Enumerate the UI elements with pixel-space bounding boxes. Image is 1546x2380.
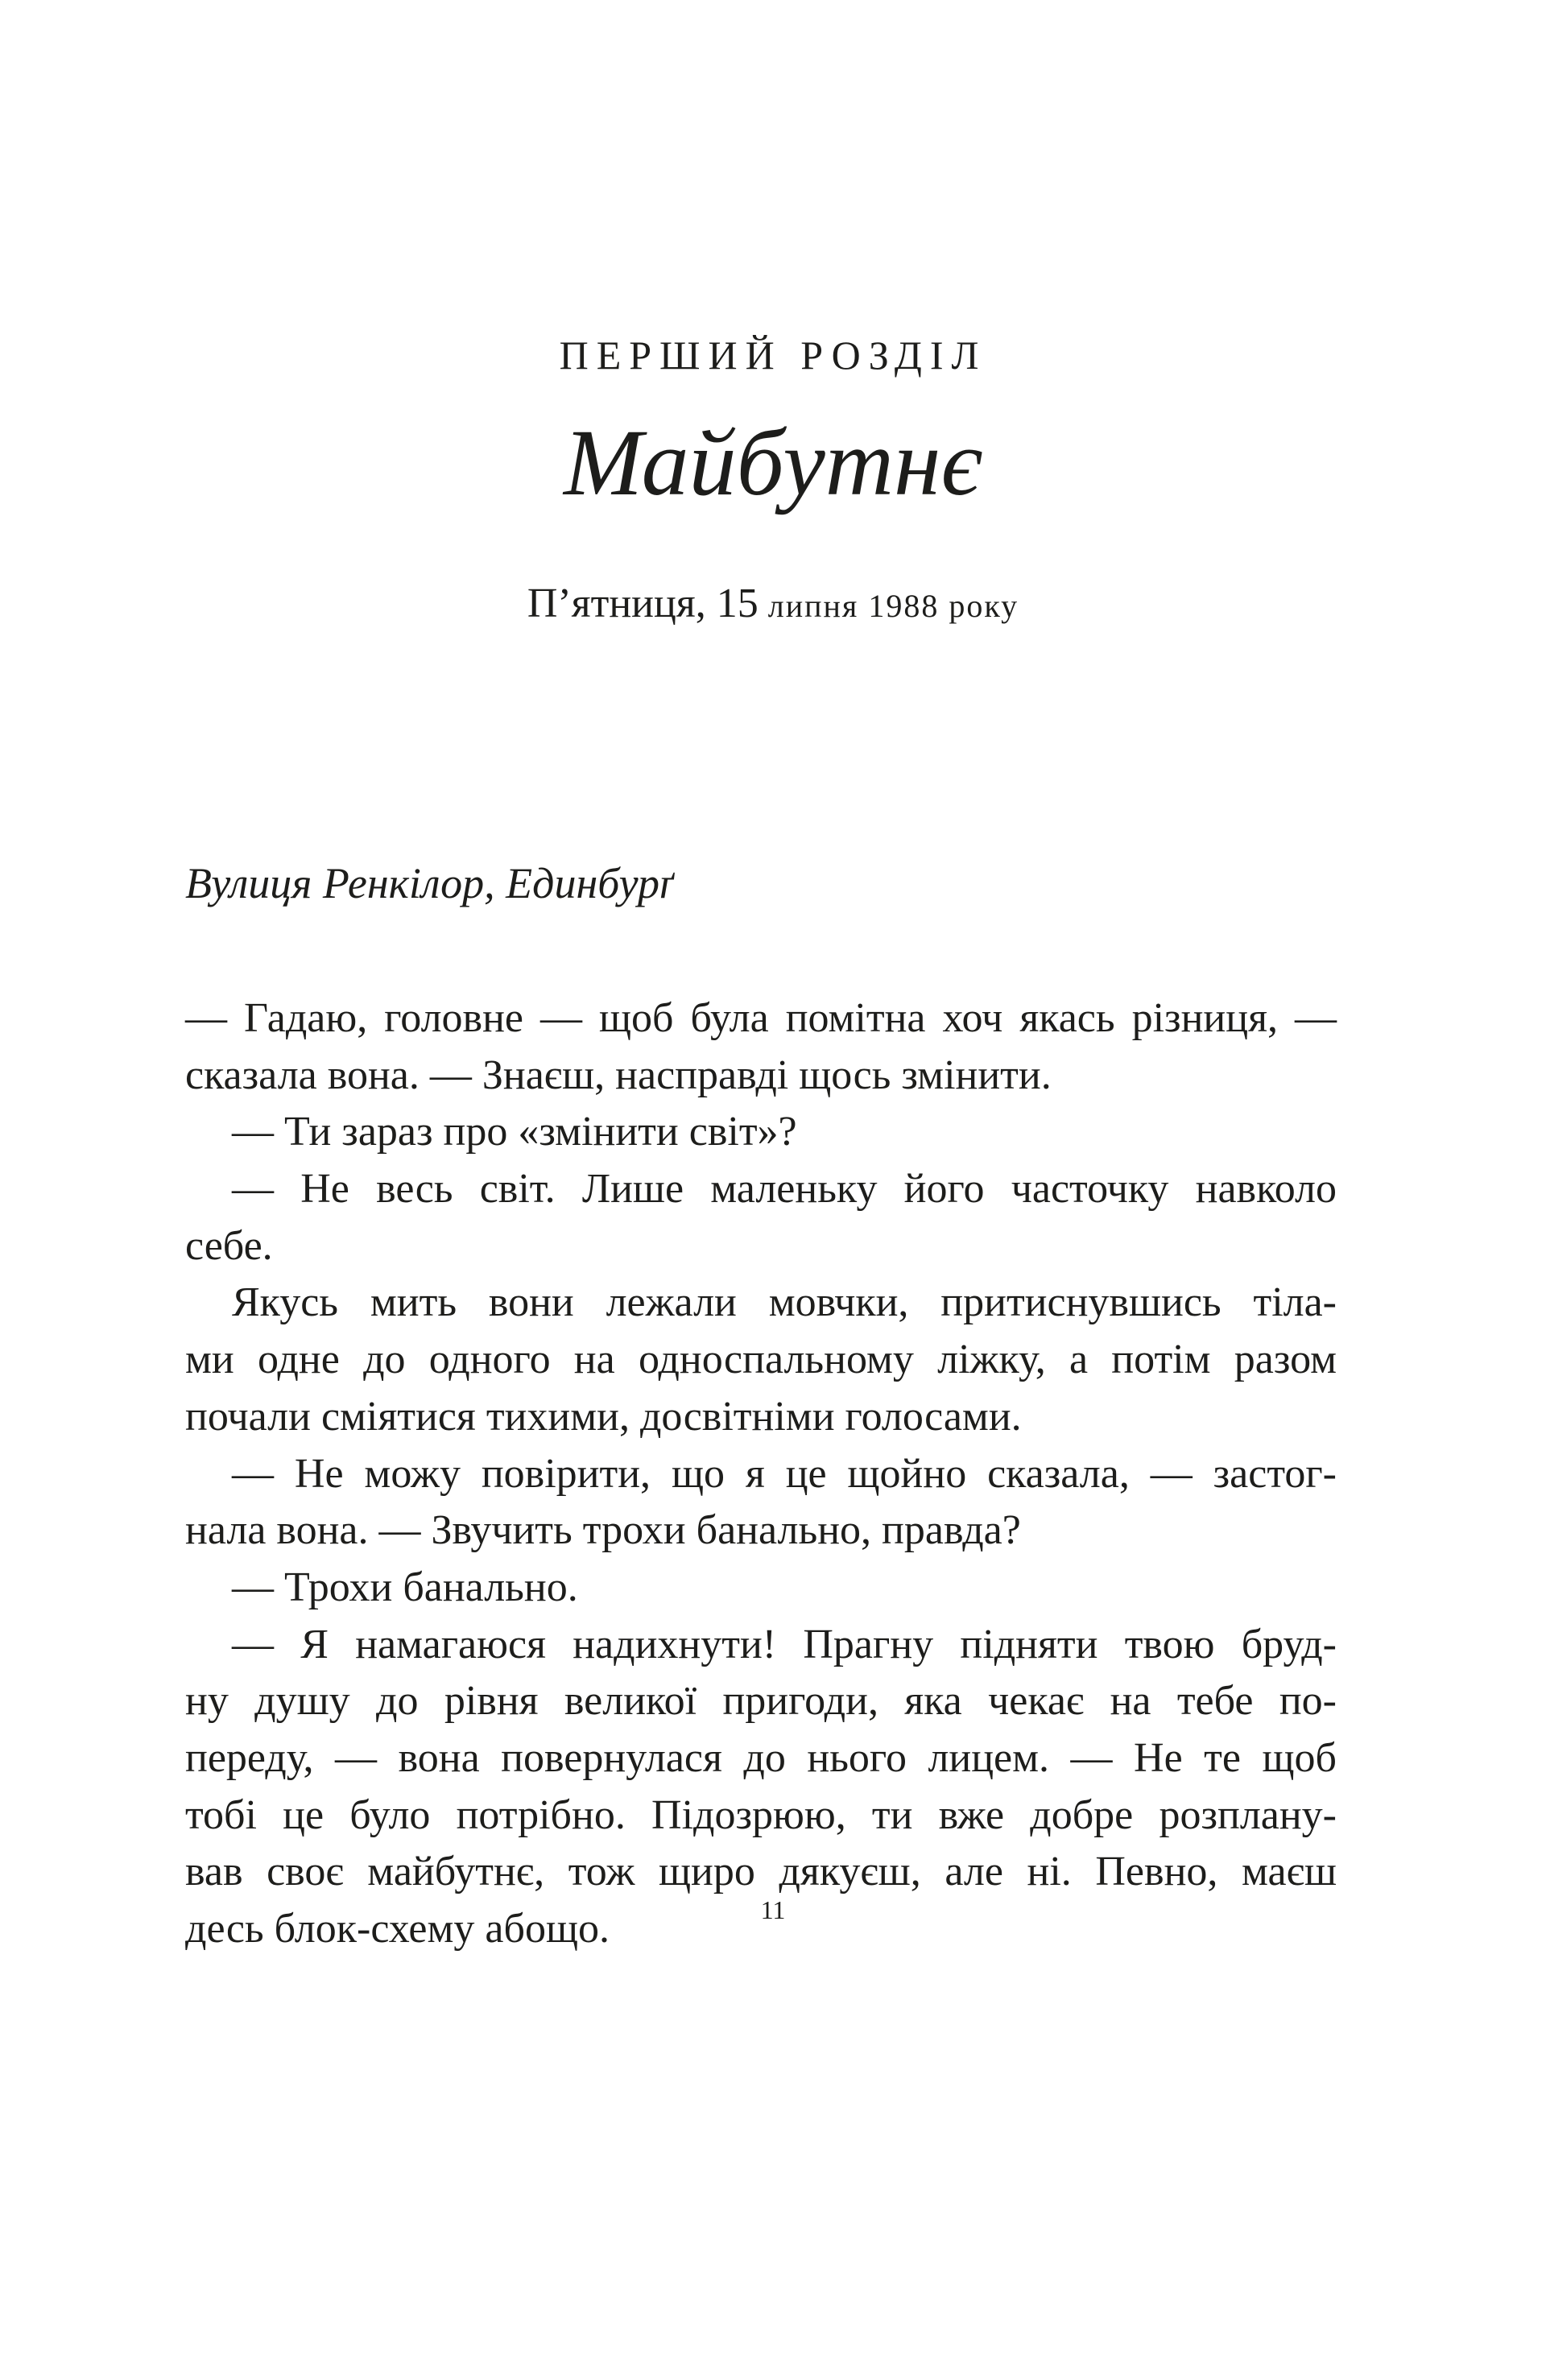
- chapter-date-month-year: липня 1988 року: [758, 588, 1019, 624]
- text-line: — Я намагаюся надихнути! Прагну підняти твою бруд-: [232, 1621, 1337, 1667]
- text-line: — Гадаю, головне — щоб була помітна хоч якась різниця, —: [185, 995, 1337, 1041]
- chapter-date: [0, 576, 1546, 634]
- text-line: почали сміятися тихими, досвітніми голосами.: [185, 1393, 1022, 1440]
- text-line: тобі це було потрібно. Підозрюю, ти вже добре розплану-: [185, 1791, 1337, 1838]
- chapter-date-day: П’ятниця, 15: [527, 581, 759, 626]
- text-line: десь блок-схему абощо.: [185, 1906, 610, 1952]
- text-line: переду, — вона повернулася до нього лицем. — Не те щоб: [185, 1734, 1337, 1781]
- text-line: нала вона. — Звучить трохи банально, правда?: [185, 1507, 1021, 1554]
- chapter-label: ПЕРШИЙ РОЗДІЛ: [559, 333, 987, 378]
- text-line: себе.: [185, 1222, 273, 1269]
- body-text: [185, 990, 1337, 1958]
- text-line: ми одне до одного на односпальному ліжку, а потім разом: [185, 1337, 1337, 1383]
- text-line: вав своє майбутнє, тож щиро дякуєш, але ні. Певно, маєш: [185, 1849, 1337, 1895]
- text-line: — Не весь світ. Лише маленьку його часточку навколо: [232, 1166, 1337, 1213]
- scene-location: Вулиця Ренкілор, Единбурґ: [185, 859, 673, 907]
- text-line: ну душу до рівня великої пригоди, яка чекає на тебе по-: [185, 1678, 1337, 1725]
- text-line: — Трохи банально.: [232, 1564, 578, 1610]
- text-line: сказала вона. — Знаєш, насправді щось змінити.: [185, 1052, 1052, 1098]
- page-number: 11: [760, 1895, 786, 1924]
- text-line: — Не можу повірити, що я це щойно сказала, — застог-: [232, 1450, 1337, 1497]
- chapter-title: Майбутнє: [564, 410, 982, 515]
- text-line: — Ти зараз про «змінити світ»?: [232, 1109, 797, 1155]
- text-line: Якусь мить вони лежали мовчки, притиснувшись тіла-: [232, 1279, 1337, 1326]
